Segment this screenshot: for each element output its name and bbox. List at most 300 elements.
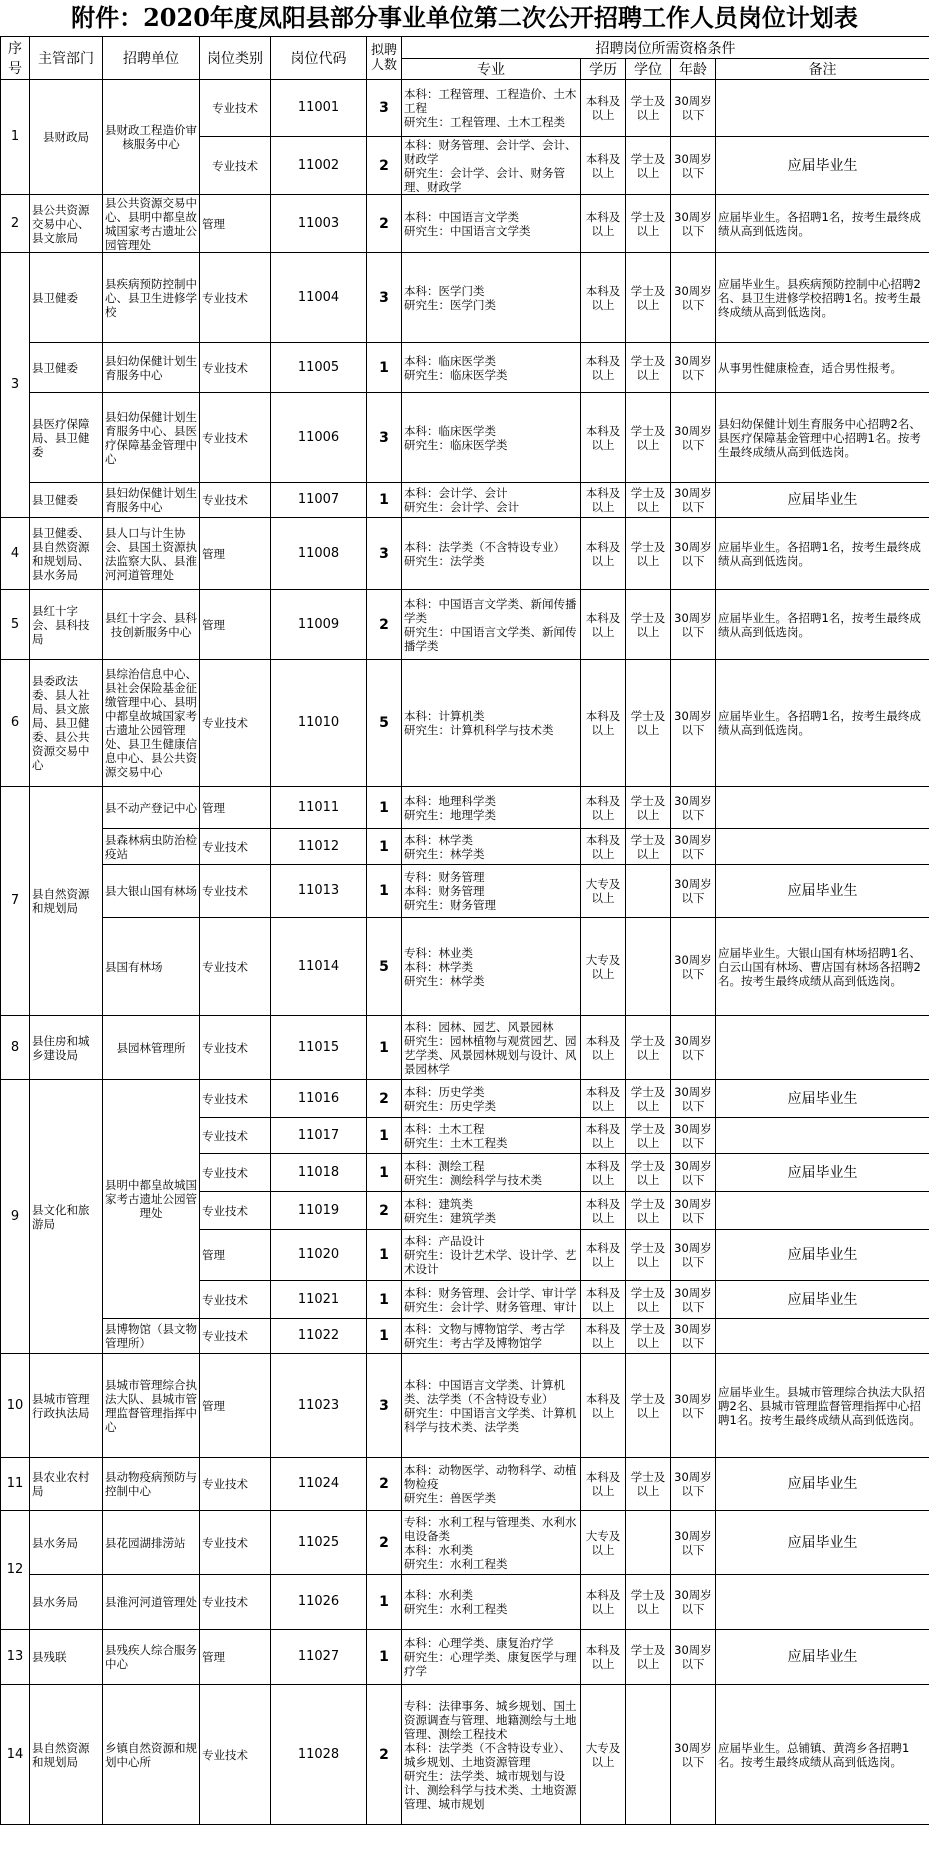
cell-category: 专业技术 xyxy=(200,1511,271,1575)
table-row xyxy=(1,1575,929,1630)
cell-category: 专业技术 xyxy=(200,1118,271,1154)
cell-seq: 10 xyxy=(1,1354,30,1458)
cell-age: 30周岁以下 xyxy=(671,660,716,787)
table-row xyxy=(1,1319,929,1354)
cell-count: 1 xyxy=(367,483,402,518)
cell-category: 专业技术 xyxy=(200,1281,271,1319)
cell-seq: 2 xyxy=(1,195,30,253)
cell-notes: 应届毕业生 xyxy=(716,483,929,518)
cell-unit: 县园林管理所 xyxy=(103,1016,200,1080)
cell-age: 30周岁以下 xyxy=(671,1230,716,1281)
table-row xyxy=(1,195,929,253)
cell-age: 30周岁以下 xyxy=(671,1016,716,1080)
cell-code: 11025 xyxy=(271,1511,367,1575)
cell-seq: 5 xyxy=(1,590,30,660)
cell-dept: 县医疗保障局、县卫健委 xyxy=(30,393,103,483)
cell-major: 本科：会计学、会计 研究生：会计学、会计 xyxy=(402,483,581,518)
cell-major: 本科：林学类 研究生：林学类 xyxy=(402,829,581,865)
cell-notes: 应届毕业生。各招聘1名，按考生最终成绩从高到低选岗。 xyxy=(716,518,929,590)
cell-code: 11012 xyxy=(271,829,367,865)
cell-category: 专业技术 xyxy=(200,1080,271,1118)
cell-degree: 学士及以上 xyxy=(626,1230,671,1281)
cell-degree: 学士及以上 xyxy=(626,1281,671,1319)
cell-major: 本科：测绘工程 研究生：测绘科学与技术类 xyxy=(402,1154,581,1192)
table-row xyxy=(1,1685,929,1825)
table-row xyxy=(1,393,929,483)
cell-count: 3 xyxy=(367,518,402,590)
cell-degree: 学士及以上 xyxy=(626,1118,671,1154)
cell-major: 专科：财务管理 本科：财务管理 研究生：财务管理 xyxy=(402,865,581,918)
cell-education: 大专及以上 xyxy=(581,865,626,918)
table-row xyxy=(1,660,929,787)
cell-major: 专科：法律事务、城乡规划、国土资源调查与管理、地籍测绘与土地管理、测绘工程技术 本科：法学类（不含特设专业）、城乡规划、土地资源管理 研究生：法学类、城市规划与设计、测绘科学与技术类、土地资源管理、城市规划 xyxy=(402,1685,581,1825)
cell-education: 大专及以上 xyxy=(581,1685,626,1825)
table-row xyxy=(1,1511,929,1575)
cell-notes xyxy=(716,1192,929,1230)
cell-unit: 县财政工程造价审核服务中心 xyxy=(103,80,200,195)
cell-major: 本科：法学类（不含特设专业） 研究生：法学类 xyxy=(402,518,581,590)
cell-major: 本科：动物医学、动物科学、动植物检疫 研究生：兽医学类 xyxy=(402,1458,581,1511)
cell-count: 5 xyxy=(367,660,402,787)
cell-seq: 3 xyxy=(1,253,30,518)
cell-notes: 应届毕业生。大银山国有林场招聘1名、白云山国有林场、曹店国有林场各招聘2名。按考生最终成绩从高到低选岗。 xyxy=(716,918,929,1016)
cell-degree xyxy=(626,918,671,1016)
cell-seq: 13 xyxy=(1,1630,30,1685)
cell-education: 本科及以上 xyxy=(581,195,626,253)
cell-age: 30周岁以下 xyxy=(671,253,716,343)
cell-age: 30周岁以下 xyxy=(671,1511,716,1575)
cell-unit: 县疾病预防控制中心、县卫生进修学校 xyxy=(103,253,200,343)
table-row xyxy=(1,1080,929,1118)
cell-notes: 应届毕业生 xyxy=(716,1154,929,1192)
cell-major: 本科：地理科学类 研究生：地理学类 xyxy=(402,787,581,829)
cell-notes: 应届毕业生 xyxy=(716,137,929,195)
cell-education: 本科及以上 xyxy=(581,1575,626,1630)
cell-dept: 县财政局 xyxy=(30,80,103,195)
cell-degree: 学士及以上 xyxy=(626,137,671,195)
cell-age: 30周岁以下 xyxy=(671,1192,716,1230)
cell-education: 本科及以上 xyxy=(581,1016,626,1080)
cell-category: 专业技术 xyxy=(200,137,271,195)
cell-notes: 应届毕业生。各招聘1名，按考生最终成绩从高到低选岗。 xyxy=(716,590,929,660)
cell-unit: 县妇幼保健计划生育服务中心 xyxy=(103,483,200,518)
cell-dept: 县自然资源和规划局 xyxy=(30,787,103,1016)
cell-count: 1 xyxy=(367,1575,402,1630)
cell-age: 30周岁以下 xyxy=(671,829,716,865)
cell-degree: 学士及以上 xyxy=(626,1080,671,1118)
cell-unit: 县妇幼保健计划生育服务中心、县医疗保障基金管理中心 xyxy=(103,393,200,483)
cell-degree: 学士及以上 xyxy=(626,1458,671,1511)
cell-education: 本科及以上 xyxy=(581,137,626,195)
cell-unit: 县残疾人综合服务中心 xyxy=(103,1630,200,1685)
cell-category: 专业技术 xyxy=(200,1458,271,1511)
cell-major: 专科：水利工程与管理类、水利水电设备类 本科：水利类 研究生：水利工程类 xyxy=(402,1511,581,1575)
cell-notes xyxy=(716,80,929,137)
cell-dept: 县卫健委 xyxy=(30,253,103,343)
cell-age: 30周岁以下 xyxy=(671,1080,716,1118)
cell-unit: 县人口与计生协会、县国土资源执法监察大队、县淮河河道管理处 xyxy=(103,518,200,590)
cell-count: 1 xyxy=(367,1016,402,1080)
header-degree: 学位 xyxy=(626,59,671,80)
cell-category: 专业技术 xyxy=(200,483,271,518)
cell-category: 专业技术 xyxy=(200,1154,271,1192)
cell-notes xyxy=(716,787,929,829)
cell-education: 本科及以上 xyxy=(581,660,626,787)
header-code: 岗位代码 xyxy=(271,37,367,80)
cell-degree: 学士及以上 xyxy=(626,660,671,787)
cell-education: 本科及以上 xyxy=(581,590,626,660)
cell-age: 30周岁以下 xyxy=(671,1118,716,1154)
cell-education: 本科及以上 xyxy=(581,393,626,483)
cell-count: 2 xyxy=(367,1080,402,1118)
cell-degree: 学士及以上 xyxy=(626,829,671,865)
cell-seq: 12 xyxy=(1,1511,30,1630)
cell-education: 本科及以上 xyxy=(581,829,626,865)
cell-category: 管理 xyxy=(200,195,271,253)
cell-category: 专业技术 xyxy=(200,918,271,1016)
table-row xyxy=(1,80,929,137)
cell-code: 11019 xyxy=(271,1192,367,1230)
table-row xyxy=(1,483,929,518)
header-age: 年龄 xyxy=(671,59,716,80)
cell-major: 本科：临床医学类 研究生：临床医学类 xyxy=(402,343,581,393)
cell-code: 11008 xyxy=(271,518,367,590)
cell-major: 本科：财务管理、会计学、审计学 研究生：会计学、财务管理、审计 xyxy=(402,1281,581,1319)
cell-education: 本科及以上 xyxy=(581,1458,626,1511)
cell-degree: 学士及以上 xyxy=(626,1575,671,1630)
cell-count: 3 xyxy=(367,1354,402,1458)
cell-age: 30周岁以下 xyxy=(671,518,716,590)
cell-category: 管理 xyxy=(200,787,271,829)
cell-code: 11027 xyxy=(271,1630,367,1685)
cell-degree: 学士及以上 xyxy=(626,1354,671,1458)
cell-age: 30周岁以下 xyxy=(671,590,716,660)
cell-count: 3 xyxy=(367,80,402,137)
cell-unit: 县综治信息中心、县社会保险基金征缴管理中心、县明中都皇故城国家考古遗址公园管理处、县卫生健康信息中心、县公共资源交易中心 xyxy=(103,660,200,787)
cell-notes: 应届毕业生。县疾病预防控制中心招聘2名、县卫生进修学校招聘1名。按考生最终成绩从高到低选岗。 xyxy=(716,253,929,343)
cell-major: 本科：园林、园艺、风景园林 研究生：园林植物与观赏园艺、园艺学类、风景园林规划与设计、风景园林学 xyxy=(402,1016,581,1080)
cell-notes: 应届毕业生 xyxy=(716,1080,929,1118)
cell-notes: 应届毕业生。各招聘1名，按考生最终成绩从高到低选岗。 xyxy=(716,660,929,787)
header-conditions: 招聘岗位所需资格条件 xyxy=(402,37,929,59)
cell-unit: 县明中都皇故城国家考古遗址公园管理处 xyxy=(103,1080,200,1319)
cell-count: 2 xyxy=(367,1458,402,1511)
cell-degree: 学士及以上 xyxy=(626,518,671,590)
cell-dept: 县红十字会、县科技局 xyxy=(30,590,103,660)
cell-code: 11005 xyxy=(271,343,367,393)
cell-category: 专业技术 xyxy=(200,80,271,137)
cell-dept: 县水务局 xyxy=(30,1511,103,1575)
cell-notes xyxy=(716,1575,929,1630)
cell-code: 11016 xyxy=(271,1080,367,1118)
cell-age: 30周岁以下 xyxy=(671,1685,716,1825)
cell-notes: 应届毕业生 xyxy=(716,865,929,918)
cell-notes: 从事男性健康检查，适合男性报考。 xyxy=(716,343,929,393)
cell-notes xyxy=(716,829,929,865)
cell-category: 专业技术 xyxy=(200,343,271,393)
cell-major: 本科：中国语言文学类、新闻传播学类 研究生：中国语言文学类、新闻传播学类 xyxy=(402,590,581,660)
cell-dept: 县农业农村局 xyxy=(30,1458,103,1511)
cell-notes xyxy=(716,1319,929,1354)
cell-category: 专业技术 xyxy=(200,1685,271,1825)
cell-major: 本科：医学门类 研究生：医学门类 xyxy=(402,253,581,343)
cell-category: 专业技术 xyxy=(200,393,271,483)
cell-notes: 应届毕业生 xyxy=(716,1458,929,1511)
cell-code: 11003 xyxy=(271,195,367,253)
cell-unit: 县妇幼保健计划生育服务中心 xyxy=(103,343,200,393)
cell-code: 11015 xyxy=(271,1016,367,1080)
cell-notes: 应届毕业生。县城市管理综合执法大队招聘2名、县城市管理监督管理指挥中心招聘1名。按考生最终成绩从高到低选岗。 xyxy=(716,1354,929,1458)
cell-dept: 县文化和旅游局 xyxy=(30,1080,103,1354)
cell-degree: 学士及以上 xyxy=(626,195,671,253)
cell-education: 本科及以上 xyxy=(581,1192,626,1230)
cell-notes: 应届毕业生 xyxy=(716,1511,929,1575)
cell-unit: 乡镇自然资源和规划中心所 xyxy=(103,1685,200,1825)
cell-major: 本科：建筑类 研究生：建筑学类 xyxy=(402,1192,581,1230)
cell-count: 3 xyxy=(367,393,402,483)
cell-count: 2 xyxy=(367,1685,402,1825)
cell-seq: 1 xyxy=(1,80,30,195)
cell-unit: 县动物疫病预防与控制中心 xyxy=(103,1458,200,1511)
cell-degree: 学士及以上 xyxy=(626,590,671,660)
header-major: 专业 xyxy=(402,59,581,80)
cell-code: 11023 xyxy=(271,1354,367,1458)
cell-education: 本科及以上 xyxy=(581,787,626,829)
cell-unit: 县大银山国有林场 xyxy=(103,865,200,918)
cell-age: 30周岁以下 xyxy=(671,137,716,195)
cell-education: 本科及以上 xyxy=(581,1118,626,1154)
cell-major: 本科：工程管理、工程造价、土木工程 研究生：工程管理、土木工程类 xyxy=(402,80,581,137)
cell-degree xyxy=(626,865,671,918)
cell-notes: 县妇幼保健计划生育服务中心招聘2名、县医疗保障基金管理中心招聘1名。按考生最终成绩从高到低选岗。 xyxy=(716,393,929,483)
cell-age: 30周岁以下 xyxy=(671,1575,716,1630)
cell-education: 本科及以上 xyxy=(581,518,626,590)
table-row xyxy=(1,1630,929,1685)
cell-count: 2 xyxy=(367,1192,402,1230)
cell-code: 11002 xyxy=(271,137,367,195)
cell-education: 本科及以上 xyxy=(581,253,626,343)
cell-dept: 县公共资源交易中心、县文旅局 xyxy=(30,195,103,253)
cell-degree: 学士及以上 xyxy=(626,483,671,518)
table-row xyxy=(1,518,929,590)
cell-unit: 县森林病虫防治检疫站 xyxy=(103,829,200,865)
cell-notes: 应届毕业生。总铺镇、黄湾乡各招聘1名。按考生最终成绩从高到低选岗。 xyxy=(716,1685,929,1825)
cell-age: 30周岁以下 xyxy=(671,80,716,137)
cell-code: 11001 xyxy=(271,80,367,137)
cell-category: 专业技术 xyxy=(200,865,271,918)
header-seq: 序号 xyxy=(1,37,30,80)
cell-age: 30周岁以下 xyxy=(671,865,716,918)
cell-education: 本科及以上 xyxy=(581,1281,626,1319)
cell-count: 3 xyxy=(367,253,402,343)
cell-seq: 8 xyxy=(1,1016,30,1080)
cell-category: 管理 xyxy=(200,1354,271,1458)
table-row xyxy=(1,253,929,343)
cell-code: 11022 xyxy=(271,1319,367,1354)
cell-degree: 学士及以上 xyxy=(626,80,671,137)
cell-age: 30周岁以下 xyxy=(671,195,716,253)
table-row xyxy=(1,918,929,1016)
cell-unit: 县国有林场 xyxy=(103,918,200,1016)
header-category: 岗位类别 xyxy=(200,37,271,80)
cell-count: 1 xyxy=(367,1281,402,1319)
cell-age: 30周岁以下 xyxy=(671,1154,716,1192)
cell-major: 本科：计算机类 研究生：计算机科学与技术类 xyxy=(402,660,581,787)
cell-unit: 县公共资源交易中心、县明中都皇故城国家考古遗址公园管理处 xyxy=(103,195,200,253)
cell-unit: 县花园湖排涝站 xyxy=(103,1511,200,1575)
cell-code: 11010 xyxy=(271,660,367,787)
cell-count: 1 xyxy=(367,865,402,918)
cell-education: 本科及以上 xyxy=(581,1080,626,1118)
cell-major: 本科：临床医学类 研究生：临床医学类 xyxy=(402,393,581,483)
cell-dept: 县城市管理行政执法局 xyxy=(30,1354,103,1458)
cell-education: 本科及以上 xyxy=(581,1354,626,1458)
cell-dept: 县自然资源和规划局 xyxy=(30,1685,103,1825)
cell-code: 11017 xyxy=(271,1118,367,1154)
cell-code: 11014 xyxy=(271,918,367,1016)
cell-education: 大专及以上 xyxy=(581,918,626,1016)
cell-notes: 应届毕业生。各招聘1名，按考生最终成绩从高到低选岗。 xyxy=(716,195,929,253)
cell-unit: 县不动产登记中心 xyxy=(103,787,200,829)
cell-code: 11026 xyxy=(271,1575,367,1630)
cell-notes: 应届毕业生 xyxy=(716,1230,929,1281)
cell-notes xyxy=(716,1118,929,1154)
table-row xyxy=(1,829,929,865)
document-title: 附件：2020年度凤阳县部分事业单位第二次公开招聘工作人员岗位计划表 xyxy=(71,3,858,32)
cell-seq: 11 xyxy=(1,1458,30,1511)
cell-age: 30周岁以下 xyxy=(671,1281,716,1319)
cell-count: 1 xyxy=(367,1630,402,1685)
cell-education: 本科及以上 xyxy=(581,483,626,518)
cell-dept: 县委政法委、县人社局、县文旅局、县卫健委、县公共资源交易中心 xyxy=(30,660,103,787)
cell-education: 本科及以上 xyxy=(581,343,626,393)
cell-degree: 学士及以上 xyxy=(626,253,671,343)
cell-category: 管理 xyxy=(200,590,271,660)
header-row-1 xyxy=(1,37,929,59)
cell-count: 2 xyxy=(367,590,402,660)
cell-seq: 6 xyxy=(1,660,30,787)
cell-count: 1 xyxy=(367,787,402,829)
table-row xyxy=(1,1458,929,1511)
cell-count: 2 xyxy=(367,137,402,195)
cell-count: 1 xyxy=(367,343,402,393)
cell-category: 管理 xyxy=(200,1230,271,1281)
cell-age: 30周岁以下 xyxy=(671,787,716,829)
cell-major: 本科：心理学类、康复治疗学 研究生：心理学类、康复医学与理疗学 xyxy=(402,1630,581,1685)
header-education: 学历 xyxy=(581,59,626,80)
cell-code: 11020 xyxy=(271,1230,367,1281)
cell-count: 1 xyxy=(367,1319,402,1354)
cell-dept: 县残联 xyxy=(30,1630,103,1685)
cell-major: 本科：中国语言文学类、计算机类、法学类（不含特设专业） 研究生：中国语言文学类、计算机科学与技术类、法学类 xyxy=(402,1354,581,1458)
table-row xyxy=(1,343,929,393)
cell-count: 2 xyxy=(367,195,402,253)
cell-dept: 县卫健委 xyxy=(30,343,103,393)
cell-age: 30周岁以下 xyxy=(671,393,716,483)
table-row xyxy=(1,1016,929,1080)
cell-education: 本科及以上 xyxy=(581,80,626,137)
cell-category: 专业技术 xyxy=(200,829,271,865)
cell-degree: 学士及以上 xyxy=(626,1154,671,1192)
cell-category: 管理 xyxy=(200,518,271,590)
header-count: 拟聘人数 xyxy=(367,37,402,80)
cell-degree: 学士及以上 xyxy=(626,1319,671,1354)
cell-degree: 学士及以上 xyxy=(626,343,671,393)
cell-major: 本科：土木工程 研究生：土木工程类 xyxy=(402,1118,581,1154)
cell-count: 1 xyxy=(367,1230,402,1281)
cell-major: 本科：财务管理、会计学、会计、财政学 研究生：会计学、会计、财务管理、财政学 xyxy=(402,137,581,195)
cell-dept: 县住房和城乡建设局 xyxy=(30,1016,103,1080)
cell-code: 11028 xyxy=(271,1685,367,1825)
cell-age: 30周岁以下 xyxy=(671,483,716,518)
cell-category: 管理 xyxy=(200,1630,271,1685)
cell-code: 11004 xyxy=(271,253,367,343)
cell-education: 本科及以上 xyxy=(581,1154,626,1192)
cell-category: 专业技术 xyxy=(200,1192,271,1230)
cell-degree: 学士及以上 xyxy=(626,787,671,829)
cell-age: 30周岁以下 xyxy=(671,918,716,1016)
cell-age: 30周岁以下 xyxy=(671,1458,716,1511)
cell-seq: 4 xyxy=(1,518,30,590)
cell-degree: 学士及以上 xyxy=(626,1016,671,1080)
cell-degree: 学士及以上 xyxy=(626,1630,671,1685)
header-dept: 主管部门 xyxy=(30,37,103,80)
cell-notes xyxy=(716,1016,929,1080)
cell-code: 11024 xyxy=(271,1458,367,1511)
cell-degree: 学士及以上 xyxy=(626,1192,671,1230)
cell-education: 大专及以上 xyxy=(581,1511,626,1575)
cell-seq: 9 xyxy=(1,1080,30,1354)
header-notes: 备注 xyxy=(716,59,929,80)
cell-seq: 14 xyxy=(1,1685,30,1825)
cell-notes: 应届毕业生 xyxy=(716,1281,929,1319)
cell-count: 1 xyxy=(367,829,402,865)
cell-count: 2 xyxy=(367,1511,402,1575)
cell-degree xyxy=(626,1511,671,1575)
cell-code: 11009 xyxy=(271,590,367,660)
cell-count: 1 xyxy=(367,1154,402,1192)
cell-code: 11007 xyxy=(271,483,367,518)
table-wrapper xyxy=(0,36,929,1859)
cell-major: 本科：历史学类 研究生：历史学类 xyxy=(402,1080,581,1118)
cell-degree: 学士及以上 xyxy=(626,393,671,483)
header-unit: 招聘单位 xyxy=(103,37,200,80)
recruitment-plan-table xyxy=(0,36,929,1825)
cell-degree xyxy=(626,1685,671,1825)
table-row xyxy=(1,865,929,918)
cell-major: 本科：产品设计 研究生：设计艺术学、设计学、艺术设计 xyxy=(402,1230,581,1281)
cell-seq: 7 xyxy=(1,787,30,1016)
cell-code: 11021 xyxy=(271,1281,367,1319)
cell-dept: 县水务局 xyxy=(30,1575,103,1630)
cell-unit: 县红十字会、县科技创新服务中心 xyxy=(103,590,200,660)
cell-age: 30周岁以下 xyxy=(671,1354,716,1458)
cell-age: 30周岁以下 xyxy=(671,1319,716,1354)
table-row xyxy=(1,590,929,660)
table-row xyxy=(1,787,929,829)
cell-age: 30周岁以下 xyxy=(671,343,716,393)
cell-major: 本科：文物与博物馆学、考古学 研究生：考古学及博物馆学 xyxy=(402,1319,581,1354)
cell-unit: 县淮河河道管理处 xyxy=(103,1575,200,1630)
cell-notes: 应届毕业生 xyxy=(716,1630,929,1685)
cell-dept: 县卫健委 xyxy=(30,483,103,518)
cell-category: 专业技术 xyxy=(200,1319,271,1354)
cell-major: 专科：林业类 本科：林学类 研究生：林学类 xyxy=(402,918,581,1016)
cell-code: 11018 xyxy=(271,1154,367,1192)
cell-code: 11006 xyxy=(271,393,367,483)
cell-count: 5 xyxy=(367,918,402,1016)
cell-dept: 县卫健委、县自然资源和规划局、县水务局 xyxy=(30,518,103,590)
